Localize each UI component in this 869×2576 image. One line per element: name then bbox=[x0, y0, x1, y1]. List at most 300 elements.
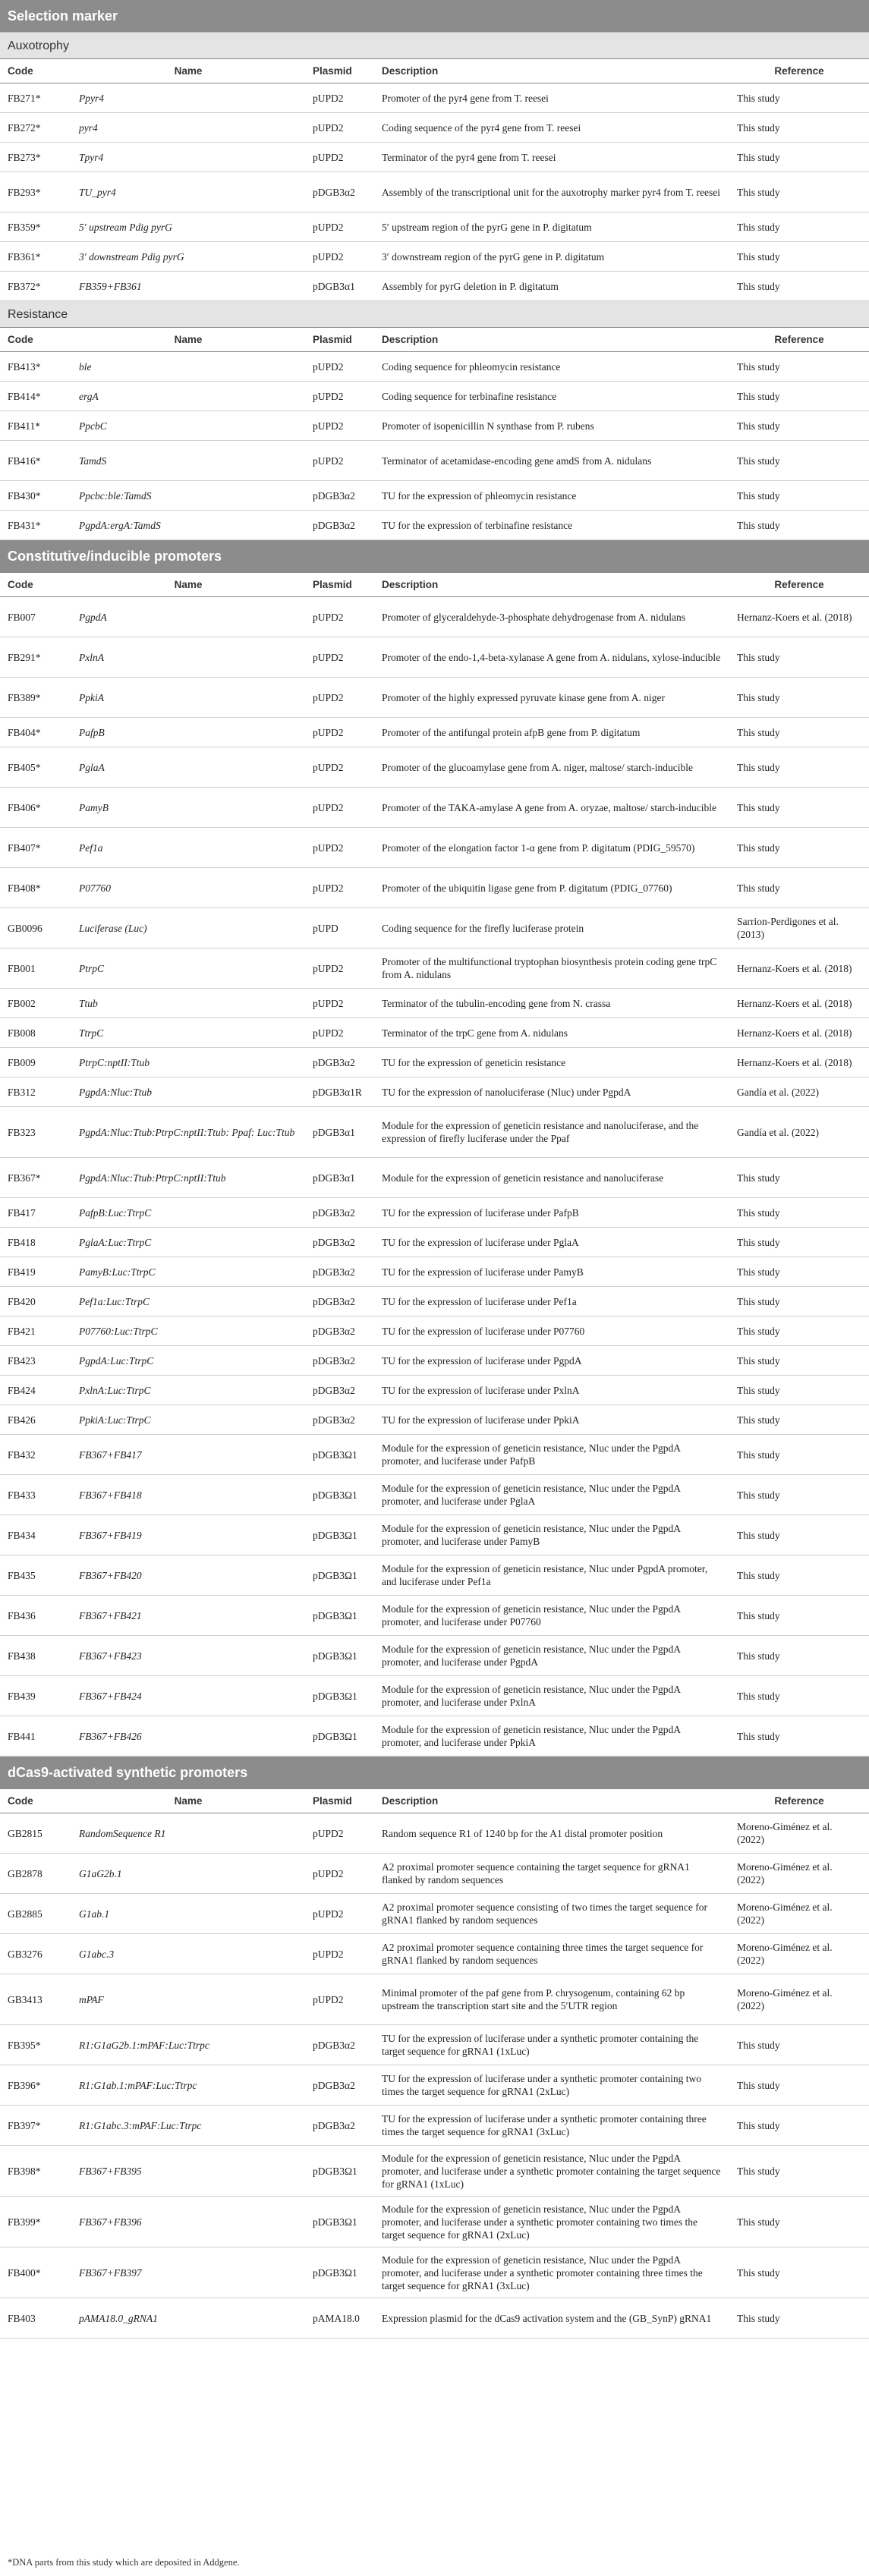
cell-description: Module for the expression of geneticin resistance, Nluc under the PgpdA promoter, and luciferase under PafpB bbox=[374, 1435, 729, 1475]
table-row bbox=[0, 908, 869, 948]
cell-name: PpkiA:Luc:TtrpC bbox=[71, 1405, 305, 1435]
cell-plasmid: pDGB3α2 bbox=[305, 481, 374, 511]
cell-name: FB367+FB417 bbox=[71, 1435, 305, 1475]
cell-description: TU for the expression of luciferase under Pef1a bbox=[374, 1287, 729, 1316]
table-row bbox=[0, 212, 869, 242]
cell-description: TU for the expression of geneticin resistance bbox=[374, 1048, 729, 1077]
cell-reference: This study bbox=[729, 212, 869, 242]
section-heading: Resistance bbox=[0, 301, 869, 328]
column-header-row bbox=[0, 573, 869, 597]
cell-plasmid: pDGB3Ω1 bbox=[305, 1716, 374, 1757]
cell-name: R1:G1ab.1:mPAF:Luc:Ttrpc bbox=[71, 2065, 305, 2106]
cell-name: PgpdA:Nluc:Ttub:PtrpC:nptII:Ttub bbox=[71, 1158, 305, 1198]
cell-reference: This study bbox=[729, 2065, 869, 2106]
cell-plasmid: pDGB3Ω1 bbox=[305, 1555, 374, 1596]
cell-name: FB367+FB423 bbox=[71, 1636, 305, 1676]
cell-plasmid: pUPD2 bbox=[305, 747, 374, 788]
table-row bbox=[0, 113, 869, 143]
cell-code: FB419 bbox=[0, 1257, 71, 1287]
cell-code: FB436 bbox=[0, 1596, 71, 1636]
table-row bbox=[0, 1894, 869, 1934]
cell-plasmid: pUPD2 bbox=[305, 113, 374, 143]
cell-plasmid: pUPD2 bbox=[305, 718, 374, 747]
cell-name: PxlnA bbox=[71, 637, 305, 678]
cell-code: FB420 bbox=[0, 1287, 71, 1316]
column-header-reference: Reference bbox=[729, 59, 869, 83]
column-header-code: Code bbox=[0, 573, 71, 597]
column-header-description: Description bbox=[374, 328, 729, 352]
cell-code: FB432 bbox=[0, 1435, 71, 1475]
section-heading: Constitutive/inducible promoters bbox=[0, 540, 869, 573]
cell-code: FB291* bbox=[0, 637, 71, 678]
cell-code: FB001 bbox=[0, 948, 71, 989]
cell-name: FB367+FB395 bbox=[71, 2146, 305, 2197]
section-heading: dCas9-activated synthetic promoters bbox=[0, 1757, 869, 1789]
cell-reference: Moreno-Giménez et al. (2022) bbox=[729, 1813, 869, 1854]
cell-plasmid: pUPD2 bbox=[305, 948, 374, 989]
cell-code: FB439 bbox=[0, 1676, 71, 1716]
table-row bbox=[0, 1716, 869, 1757]
cell-plasmid: pUPD2 bbox=[305, 597, 374, 637]
cell-description: Promoter of the pyr4 gene from T. reesei bbox=[374, 83, 729, 113]
table-row bbox=[0, 1636, 869, 1676]
cell-plasmid: pDGB3Ω1 bbox=[305, 2247, 374, 2298]
cell-description: Minimal promoter of the paf gene from P. chrysogenum, containing 62 bp upstream the transcription start site and the 5′UTR region bbox=[374, 1974, 729, 2025]
table-row bbox=[0, 989, 869, 1018]
cell-plasmid: pUPD2 bbox=[305, 1018, 374, 1048]
cell-plasmid: pDGB3Ω1 bbox=[305, 1435, 374, 1475]
cell-name: FB367+FB396 bbox=[71, 2197, 305, 2247]
cell-reference: This study bbox=[729, 828, 869, 868]
cell-reference: This study bbox=[729, 441, 869, 481]
cell-description: TU for the expression of luciferase under PamyB bbox=[374, 1257, 729, 1287]
cell-name: TamdS bbox=[71, 441, 305, 481]
cell-code: FB424 bbox=[0, 1376, 71, 1405]
cell-plasmid: pUPD2 bbox=[305, 637, 374, 678]
cell-reference: This study bbox=[729, 1636, 869, 1676]
column-header-code: Code bbox=[0, 59, 71, 83]
cell-reference: Gandía et al. (2022) bbox=[729, 1107, 869, 1158]
cell-name: PafpB bbox=[71, 718, 305, 747]
cell-name: 3′ downstream Pdig pyrG bbox=[71, 242, 305, 272]
column-header-plasmid: Plasmid bbox=[305, 573, 374, 597]
cell-description: Random sequence R1 of 1240 bp for the A1 distal promoter position bbox=[374, 1813, 729, 1854]
cell-code: FB403 bbox=[0, 2298, 71, 2339]
cell-description: 3′ downstream region of the pyrG gene in P. digitatum bbox=[374, 242, 729, 272]
cell-description: TU for the expression of luciferase under P07760 bbox=[374, 1316, 729, 1346]
cell-name: PxlnA:Luc:TtrpC bbox=[71, 1376, 305, 1405]
cell-code: FB396* bbox=[0, 2065, 71, 2106]
table-row bbox=[0, 1555, 869, 1596]
cell-name: PgpdA:Nluc:Ttub bbox=[71, 1077, 305, 1107]
table-row bbox=[0, 2197, 869, 2247]
table-row bbox=[0, 1048, 869, 1077]
table-row bbox=[0, 172, 869, 212]
cell-code: FB312 bbox=[0, 1077, 71, 1107]
cell-name: FB367+FB420 bbox=[71, 1555, 305, 1596]
cell-name: TU_pyr4 bbox=[71, 172, 305, 212]
cell-reference: Moreno-Giménez et al. (2022) bbox=[729, 1854, 869, 1894]
cell-code: FB411* bbox=[0, 411, 71, 441]
cell-plasmid: pUPD2 bbox=[305, 1813, 374, 1854]
cell-description: TU for the expression of terbinafine resistance bbox=[374, 511, 729, 540]
cell-reference: This study bbox=[729, 1475, 869, 1515]
table-row bbox=[0, 678, 869, 718]
cell-plasmid: pDGB3Ω1 bbox=[305, 1475, 374, 1515]
column-header-reference: Reference bbox=[729, 573, 869, 597]
cell-name: FB367+FB419 bbox=[71, 1515, 305, 1555]
cell-description: TU for the expression of luciferase under a synthetic promoter containing three times the target sequence for gRNA1 (3xLuc) bbox=[374, 2106, 729, 2146]
column-header-reference: Reference bbox=[729, 1789, 869, 1813]
cell-reference: This study bbox=[729, 1405, 869, 1435]
table-row bbox=[0, 1287, 869, 1316]
cell-description: Module for the expression of geneticin resistance and nanoluciferase, and the expression of firefly luciferase under the Ppaf bbox=[374, 1107, 729, 1158]
column-header-row bbox=[0, 328, 869, 352]
cell-name: PgpdA:ergA:TamdS bbox=[71, 511, 305, 540]
cell-code: FB417 bbox=[0, 1198, 71, 1228]
cell-name: PgpdA:Luc:TtrpC bbox=[71, 1346, 305, 1376]
cell-description: Promoter of the highly expressed pyruvate kinase gene from A. niger bbox=[374, 678, 729, 718]
cell-name: PpcbC bbox=[71, 411, 305, 441]
column-header-description: Description bbox=[374, 573, 729, 597]
cell-plasmid: pUPD2 bbox=[305, 411, 374, 441]
cell-code: FB438 bbox=[0, 1636, 71, 1676]
column-header-code: Code bbox=[0, 328, 71, 352]
cell-code: FB405* bbox=[0, 747, 71, 788]
cell-description: TU for the expression of luciferase under a synthetic promoter containing two times the target sequence for gRNA1 (2xLuc) bbox=[374, 2065, 729, 2106]
cell-plasmid: pDGB3α2 bbox=[305, 2025, 374, 2065]
cell-description: Promoter of glyceraldehyde-3-phosphate dehydrogenase from A. nidulans bbox=[374, 597, 729, 637]
section-heading-row bbox=[0, 33, 869, 59]
cell-plasmid: pUPD2 bbox=[305, 212, 374, 242]
cell-reference: This study bbox=[729, 1198, 869, 1228]
cell-plasmid: pDGB3Ω1 bbox=[305, 1596, 374, 1636]
table-row bbox=[0, 597, 869, 637]
table-row bbox=[0, 1974, 869, 2025]
table-row bbox=[0, 2146, 869, 2197]
cell-code: FB359* bbox=[0, 212, 71, 242]
table-row bbox=[0, 1077, 869, 1107]
table-row bbox=[0, 441, 869, 481]
cell-plasmid: pUPD2 bbox=[305, 1854, 374, 1894]
cell-reference: This study bbox=[729, 511, 869, 540]
column-header-name: Name bbox=[71, 328, 305, 352]
cell-name: ergA bbox=[71, 382, 305, 411]
cell-plasmid: pUPD2 bbox=[305, 352, 374, 382]
cell-description: Module for the expression of geneticin resistance, Nluc under PgpdA promoter, and luciferase under Pef1a bbox=[374, 1555, 729, 1596]
cell-reference: This study bbox=[729, 2106, 869, 2146]
column-header-row bbox=[0, 59, 869, 83]
cell-reference: This study bbox=[729, 1376, 869, 1405]
cell-description: Module for the expression of geneticin resistance, Nluc under the PgpdA promoter, and luciferase under PamyB bbox=[374, 1515, 729, 1555]
cell-description: Module for the expression of geneticin resistance and nanoluciferase bbox=[374, 1158, 729, 1198]
cell-description: Expression plasmid for the dCas9 activation system and the (GB_SynP) gRNA1 bbox=[374, 2298, 729, 2339]
cell-reference: This study bbox=[729, 1435, 869, 1475]
table-row bbox=[0, 272, 869, 301]
cell-name: pAMA18.0_gRNA1 bbox=[71, 2298, 305, 2339]
cell-description: A2 proximal promoter sequence containing three times the target sequence for gRNA1 flanked by random sequences bbox=[374, 1934, 729, 1974]
cell-description: TU for the expression of luciferase under PxlnA bbox=[374, 1376, 729, 1405]
cell-reference: This study bbox=[729, 352, 869, 382]
cell-description: Assembly for pyrG deletion in P. digitatum bbox=[374, 272, 729, 301]
cell-description: Promoter of the multifunctional tryptophan biosynthesis protein coding gene trpC from A. nidulans bbox=[374, 948, 729, 989]
cell-reference: This study bbox=[729, 242, 869, 272]
cell-reference: This study bbox=[729, 2298, 869, 2339]
cell-name: P07760 bbox=[71, 868, 305, 908]
cell-code: FB002 bbox=[0, 989, 71, 1018]
cell-plasmid: pUPD2 bbox=[305, 441, 374, 481]
cell-reference: Moreno-Giménez et al. (2022) bbox=[729, 1974, 869, 2025]
table-row bbox=[0, 1435, 869, 1475]
cell-plasmid: pUPD2 bbox=[305, 83, 374, 113]
cell-reference: Hernanz-Koers et al. (2018) bbox=[729, 948, 869, 989]
cell-code: FB009 bbox=[0, 1048, 71, 1077]
cell-plasmid: pUPD2 bbox=[305, 1894, 374, 1934]
table-row bbox=[0, 948, 869, 989]
column-header-row bbox=[0, 1789, 869, 1813]
cell-name: R1:G1abc.3:mPAF:Luc:Ttrpc bbox=[71, 2106, 305, 2146]
cell-reference: This study bbox=[729, 788, 869, 828]
cell-description: Coding sequence for the firefly luciferase protein bbox=[374, 908, 729, 948]
cell-name: PtrpC:nptII:Ttub bbox=[71, 1048, 305, 1077]
cell-plasmid: pDGB3α2 bbox=[305, 1198, 374, 1228]
cell-reference: This study bbox=[729, 678, 869, 718]
cell-reference: This study bbox=[729, 1555, 869, 1596]
cell-description: Coding sequence for terbinafine resistance bbox=[374, 382, 729, 411]
table-row bbox=[0, 1475, 869, 1515]
cell-plasmid: pUPD2 bbox=[305, 242, 374, 272]
cell-reference: This study bbox=[729, 1287, 869, 1316]
cell-name: PtrpC bbox=[71, 948, 305, 989]
cell-name: FB367+FB424 bbox=[71, 1676, 305, 1716]
section-heading-row bbox=[0, 1757, 869, 1789]
table-row bbox=[0, 481, 869, 511]
cell-name: P07760:Luc:TtrpC bbox=[71, 1316, 305, 1346]
table-row bbox=[0, 1813, 869, 1854]
cell-code: FB406* bbox=[0, 788, 71, 828]
cell-reference: Gandía et al. (2022) bbox=[729, 1077, 869, 1107]
table-row bbox=[0, 2106, 869, 2146]
table-row bbox=[0, 1228, 869, 1257]
table-row bbox=[0, 1107, 869, 1158]
cell-description: A2 proximal promoter sequence containing the target sequence for gRNA1 flanked by random sequences bbox=[374, 1854, 729, 1894]
cell-name: PamyB:Luc:TtrpC bbox=[71, 1257, 305, 1287]
cell-reference: This study bbox=[729, 1316, 869, 1346]
column-header-name: Name bbox=[71, 1789, 305, 1813]
cell-reference: This study bbox=[729, 143, 869, 172]
cell-name: pyr4 bbox=[71, 113, 305, 143]
table-row bbox=[0, 1198, 869, 1228]
cell-description: Coding sequence of the pyr4 gene from T. reesei bbox=[374, 113, 729, 143]
cell-code: FB293* bbox=[0, 172, 71, 212]
cell-reference: This study bbox=[729, 1515, 869, 1555]
table-row bbox=[0, 2065, 869, 2106]
cell-reference: This study bbox=[729, 2146, 869, 2197]
section-heading-row bbox=[0, 301, 869, 328]
cell-description: Coding sequence for phleomycin resistance bbox=[374, 352, 729, 382]
cell-code: GB2878 bbox=[0, 1854, 71, 1894]
column-header-description: Description bbox=[374, 59, 729, 83]
table-row bbox=[0, 1018, 869, 1048]
cell-description: Terminator of the pyr4 gene from T. reesei bbox=[374, 143, 729, 172]
column-header-plasmid: Plasmid bbox=[305, 59, 374, 83]
cell-description: Module for the expression of geneticin resistance, Nluc under the PgpdA promoter, and luciferase under PpkiA bbox=[374, 1716, 729, 1757]
cell-description: TU for the expression of nanoluciferase (Nluc) under PgpdA bbox=[374, 1077, 729, 1107]
cell-plasmid: pDGB3α1R bbox=[305, 1077, 374, 1107]
cell-description: Module for the expression of geneticin resistance, Nluc under the PgpdA promoter, and luciferase under a synthetic promoter containing the target sequence for gRNA1 (1xLuc) bbox=[374, 2146, 729, 2197]
cell-name: FB367+FB421 bbox=[71, 1596, 305, 1636]
cell-reference: This study bbox=[729, 718, 869, 747]
cell-code: FB407* bbox=[0, 828, 71, 868]
table-row bbox=[0, 1596, 869, 1636]
cell-reference: Sarrion-Perdigones et al. (2013) bbox=[729, 908, 869, 948]
cell-code: FB441 bbox=[0, 1716, 71, 1757]
table-row bbox=[0, 511, 869, 540]
cell-name: ble bbox=[71, 352, 305, 382]
cell-code: FB395* bbox=[0, 2025, 71, 2065]
cell-reference: This study bbox=[729, 411, 869, 441]
cell-name: G1aG2b.1 bbox=[71, 1854, 305, 1894]
cell-plasmid: pDGB3α1 bbox=[305, 1158, 374, 1198]
cell-code: FB400* bbox=[0, 2247, 71, 2298]
cell-name: FB367+FB426 bbox=[71, 1716, 305, 1757]
table-row bbox=[0, 1257, 869, 1287]
cell-name: PpkiA bbox=[71, 678, 305, 718]
cell-description: Promoter of the ubiquitin ligase gene from P. digitatum (PDIG_07760) bbox=[374, 868, 729, 908]
cell-description: Promoter of the glucoamylase gene from A. niger, maltose/ starch-inducible bbox=[374, 747, 729, 788]
table-row bbox=[0, 382, 869, 411]
cell-code: FB418 bbox=[0, 1228, 71, 1257]
cell-name: R1:G1aG2b.1:mPAF:Luc:Ttrpc bbox=[71, 2025, 305, 2065]
cell-description: Promoter of the TAKA-amylase A gene from A. oryzae, maltose/ starch-inducible bbox=[374, 788, 729, 828]
cell-reference: Hernanz-Koers et al. (2018) bbox=[729, 597, 869, 637]
column-header-code: Code bbox=[0, 1789, 71, 1813]
cell-name: Pef1a:Luc:TtrpC bbox=[71, 1287, 305, 1316]
cell-reference: This study bbox=[729, 747, 869, 788]
cell-code: FB423 bbox=[0, 1346, 71, 1376]
cell-reference: This study bbox=[729, 1596, 869, 1636]
cell-name: Tpyr4 bbox=[71, 143, 305, 172]
cell-plasmid: pDGB3α2 bbox=[305, 1405, 374, 1435]
table-row bbox=[0, 788, 869, 828]
table-row bbox=[0, 1158, 869, 1198]
footnote: *DNA parts from this study which are deposited in Addgene. bbox=[8, 2557, 240, 2568]
table-row bbox=[0, 1316, 869, 1346]
cell-code: FB389* bbox=[0, 678, 71, 718]
cell-code: FB007 bbox=[0, 597, 71, 637]
column-header-name: Name bbox=[71, 59, 305, 83]
cell-plasmid: pDGB3Ω1 bbox=[305, 2146, 374, 2197]
cell-description: Terminator of the tubulin-encoding gene from N. crassa bbox=[374, 989, 729, 1018]
cell-plasmid: pDGB3α2 bbox=[305, 1287, 374, 1316]
cell-reference: This study bbox=[729, 2025, 869, 2065]
cell-code: FB361* bbox=[0, 242, 71, 272]
cell-name: Ttub bbox=[71, 989, 305, 1018]
cell-code: FB271* bbox=[0, 83, 71, 113]
cell-code: FB414* bbox=[0, 382, 71, 411]
column-header-reference: Reference bbox=[729, 328, 869, 352]
cell-code: FB272* bbox=[0, 113, 71, 143]
table-row bbox=[0, 1854, 869, 1894]
cell-reference: This study bbox=[729, 481, 869, 511]
table-row bbox=[0, 637, 869, 678]
cell-description: Terminator of acetamidase-encoding gene amdS from A. nidulans bbox=[374, 441, 729, 481]
cell-code: FB431* bbox=[0, 511, 71, 540]
cell-description: Promoter of isopenicillin N synthase from P. rubens bbox=[374, 411, 729, 441]
table-row bbox=[0, 1346, 869, 1376]
cell-plasmid: pDGB3α2 bbox=[305, 1346, 374, 1376]
cell-code: FB397* bbox=[0, 2106, 71, 2146]
table-row bbox=[0, 718, 869, 747]
table-row bbox=[0, 1405, 869, 1435]
cell-name: G1ab.1 bbox=[71, 1894, 305, 1934]
cell-reference: Hernanz-Koers et al. (2018) bbox=[729, 1018, 869, 1048]
cell-code: GB0096 bbox=[0, 908, 71, 948]
cell-reference: This study bbox=[729, 382, 869, 411]
cell-reference: This study bbox=[729, 1257, 869, 1287]
cell-description: TU for the expression of phleomycin resistance bbox=[374, 481, 729, 511]
cell-description: Terminator of the trpC gene from A. nidulans bbox=[374, 1018, 729, 1048]
cell-plasmid: pDGB3α2 bbox=[305, 1257, 374, 1287]
cell-reference: Hernanz-Koers et al. (2018) bbox=[729, 989, 869, 1018]
cell-code: FB430* bbox=[0, 481, 71, 511]
section-heading: Auxotrophy bbox=[0, 33, 869, 59]
cell-plasmid: pUPD2 bbox=[305, 788, 374, 828]
cell-name: FB367+FB397 bbox=[71, 2247, 305, 2298]
table-row bbox=[0, 1515, 869, 1555]
cell-reference: This study bbox=[729, 2247, 869, 2298]
table-row bbox=[0, 143, 869, 172]
cell-code: GB2815 bbox=[0, 1813, 71, 1854]
table-row bbox=[0, 1676, 869, 1716]
cell-plasmid: pDGB3α1 bbox=[305, 272, 374, 301]
cell-code: FB421 bbox=[0, 1316, 71, 1346]
cell-plasmid: pDGB3α2 bbox=[305, 1228, 374, 1257]
cell-plasmid: pDGB3α2 bbox=[305, 1376, 374, 1405]
table-row bbox=[0, 2025, 869, 2065]
cell-code: FB323 bbox=[0, 1107, 71, 1158]
cell-name: PafpB:Luc:TtrpC bbox=[71, 1198, 305, 1228]
cell-description: Module for the expression of geneticin resistance, Nluc under the PgpdA promoter, and luciferase under PglaA bbox=[374, 1475, 729, 1515]
cell-reference: This study bbox=[729, 1228, 869, 1257]
cell-description: A2 proximal promoter sequence consisting of two times the target sequence for gRNA1 flanked by random sequences bbox=[374, 1894, 729, 1934]
cell-description: Module for the expression of geneticin resistance, Nluc under the PgpdA promoter, and luciferase under P07760 bbox=[374, 1596, 729, 1636]
cell-code: FB434 bbox=[0, 1515, 71, 1555]
cell-name: mPAF bbox=[71, 1974, 305, 2025]
cell-description: Assembly of the transcriptional unit for the auxotrophy marker pyr4 from T. reesei bbox=[374, 172, 729, 212]
cell-plasmid: pUPD2 bbox=[305, 868, 374, 908]
table-row bbox=[0, 83, 869, 113]
table-row bbox=[0, 352, 869, 382]
cell-code: FB372* bbox=[0, 272, 71, 301]
cell-reference: Moreno-Giménez et al. (2022) bbox=[729, 1894, 869, 1934]
cell-name: PgpdA bbox=[71, 597, 305, 637]
table-title-row bbox=[0, 0, 869, 33]
table-title: Selection marker bbox=[0, 0, 869, 33]
cell-name: PglaA:Luc:TtrpC bbox=[71, 1228, 305, 1257]
cell-description: Module for the expression of geneticin resistance, Nluc under the PgpdA promoter, and luciferase under a synthetic promoter containing two times the target sequence for gRNA1 (2xLuc) bbox=[374, 2197, 729, 2247]
cell-name: PglaA bbox=[71, 747, 305, 788]
section-heading-row bbox=[0, 540, 869, 573]
cell-code: GB3276 bbox=[0, 1934, 71, 1974]
cell-code: FB416* bbox=[0, 441, 71, 481]
cell-code: FB398* bbox=[0, 2146, 71, 2197]
cell-code: FB408* bbox=[0, 868, 71, 908]
cell-reference: This study bbox=[729, 2197, 869, 2247]
table-row bbox=[0, 242, 869, 272]
column-header-plasmid: Plasmid bbox=[305, 328, 374, 352]
cell-plasmid: pDGB3Ω1 bbox=[305, 2197, 374, 2247]
